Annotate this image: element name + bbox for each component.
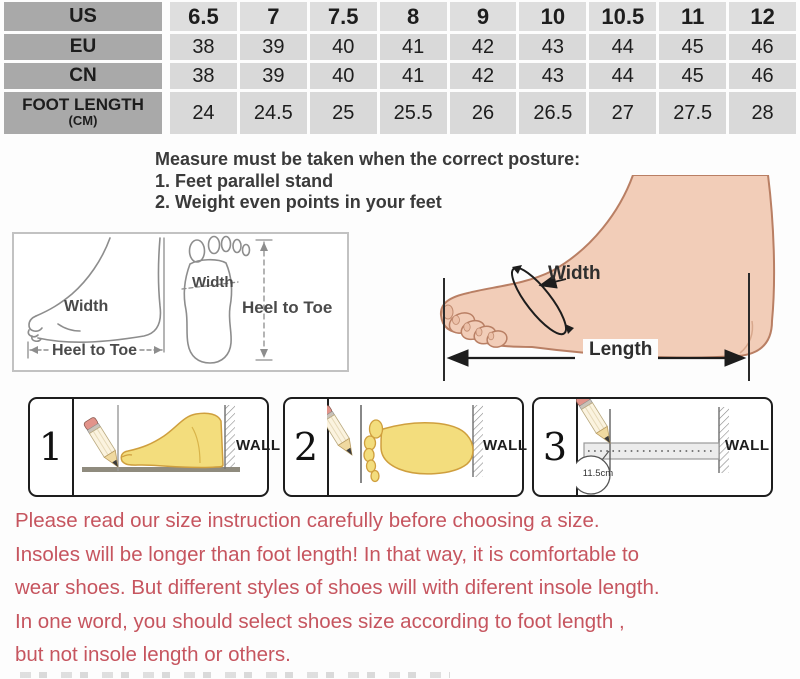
notice-line: but not insole length or others. — [15, 643, 291, 666]
size-cell: 42 — [450, 63, 517, 89]
instruction-item: 2. Weight even points in your feet — [155, 192, 442, 212]
sketch-side-heel-to-toe-label: Heel to Toe — [52, 342, 138, 359]
step-number: 3 — [534, 399, 578, 495]
size-cell: 40 — [310, 34, 377, 60]
size-cell: 41 — [380, 63, 447, 89]
yellow-footprint — [381, 423, 473, 474]
size-cell: 9 — [450, 2, 517, 31]
pencil-icon — [327, 404, 358, 458]
instruction-item: 1. Feet parallel stand — [155, 170, 334, 191]
size-cell: 39 — [240, 63, 307, 89]
step-number: 1 — [30, 399, 74, 495]
row-label-cn: CN — [4, 63, 162, 89]
notice-line: wear shoes. But different styles of shoes will with diferent insole length. — [15, 576, 660, 599]
size-cell: 44 — [589, 63, 656, 89]
size-conversion-table — [4, 2, 796, 134]
size-cell: 24 — [170, 92, 237, 134]
size-cell: 44 — [589, 34, 656, 60]
table-row-cn — [4, 63, 796, 89]
measure-step-box-1 — [28, 397, 281, 497]
size-cell: 40 — [310, 63, 377, 89]
size-cell: 42 — [450, 34, 517, 60]
size-cell: 24.5 — [240, 92, 307, 134]
size-cell: 25 — [310, 92, 377, 134]
size-cell: 38 — [170, 34, 237, 60]
instructions-title: Measure must be taken when the correct posture: — [155, 149, 581, 169]
size-cell: 7 — [240, 2, 307, 31]
size-cell: 38 — [170, 63, 237, 89]
wall-label: WALL — [483, 437, 528, 454]
row-sublabel-cm: (CM) — [68, 113, 98, 128]
measure-step-box-3 — [532, 397, 773, 497]
row-label-us: US — [4, 2, 162, 31]
size-cell: 46 — [729, 34, 796, 60]
ruler-reading-label: 11.5cm — [582, 468, 614, 479]
foot-measurement-illustration — [420, 175, 800, 385]
wall-hatch — [473, 405, 483, 477]
row-label-foot-length: FOOT LENGTH (CM) — [4, 92, 162, 134]
photo-width-label: Width — [548, 263, 601, 284]
photo-length-label: Length — [583, 339, 658, 361]
sketch-print-width-label: Width — [192, 274, 234, 291]
size-cell: 8 — [380, 2, 447, 31]
ground-line — [82, 467, 240, 472]
size-cell: 43 — [519, 34, 586, 60]
sketch-print-heel-to-toe-label: Heel to Toe — [242, 298, 333, 317]
notice-line: In one word, you should select shoes size according to foot length , — [15, 609, 625, 633]
table-row-us — [4, 2, 796, 31]
size-cell: 46 — [729, 63, 796, 89]
measure-step-box-2 — [283, 397, 528, 497]
size-cell: 28 — [729, 92, 796, 134]
yellow-foot-side — [121, 413, 223, 467]
size-cell: 10.5 — [589, 2, 656, 31]
size-cell: 11 — [659, 2, 726, 31]
size-cell: 43 — [519, 63, 586, 89]
size-cell: 10 — [519, 2, 586, 31]
cropped-text-remnant — [20, 672, 450, 678]
footprint-toes — [364, 420, 383, 482]
size-cell: 39 — [240, 34, 307, 60]
size-cell: 27 — [589, 92, 656, 134]
notice-line: Insoles will be longer than foot length! In that way, it is comfortable to — [15, 542, 640, 566]
size-cell: 45 — [659, 63, 726, 89]
size-cell: 12 — [729, 2, 796, 31]
row-label-eu: EU — [4, 34, 162, 60]
table-row-foot-length — [4, 92, 796, 134]
wall-hatch — [225, 405, 235, 469]
size-notice-text — [15, 504, 660, 672]
size-cell: 7.5 — [310, 2, 377, 31]
size-cell: 26 — [450, 92, 517, 134]
sketch-side-width-label: Width — [64, 298, 109, 315]
size-cell: 6.5 — [170, 2, 237, 31]
table-row-eu — [4, 34, 796, 60]
wall-label: WALL — [236, 437, 281, 454]
size-cell: 27.5 — [659, 92, 726, 134]
size-cell: 26.5 — [519, 92, 586, 134]
size-cell: 25.5 — [380, 92, 447, 134]
wall-label: WALL — [725, 437, 770, 454]
step-number: 2 — [285, 399, 329, 495]
measurement-sketch-box — [12, 232, 349, 372]
size-cell: 41 — [380, 34, 447, 60]
notice-line: Please read our size instruction carefully before choosing a size. — [15, 509, 600, 532]
size-cell: 45 — [659, 34, 726, 60]
